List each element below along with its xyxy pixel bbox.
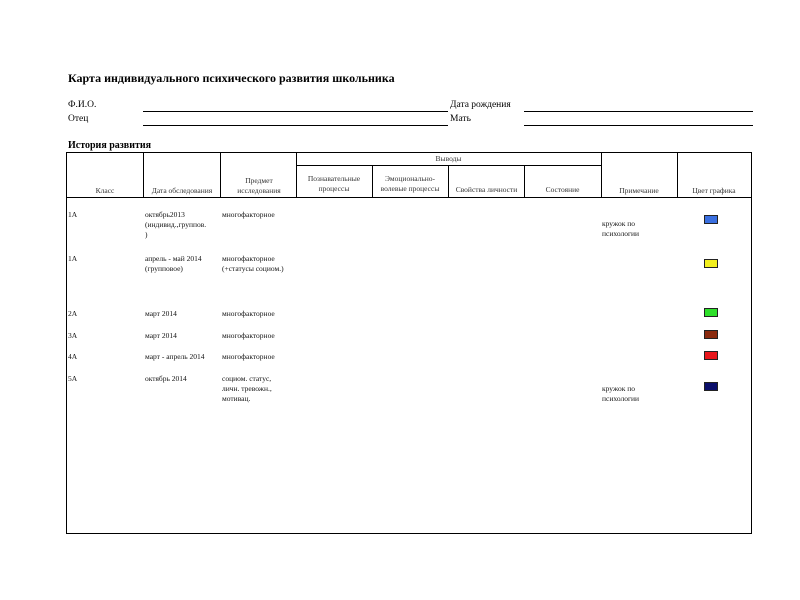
header-date: Дата обследования bbox=[151, 186, 213, 195]
fio-field[interactable] bbox=[143, 111, 448, 112]
color-swatch bbox=[704, 259, 718, 268]
birthdate-label: Дата рождения bbox=[450, 100, 511, 110]
mother-label: Мать bbox=[450, 114, 471, 124]
header-cognitive: Познавательные процессы bbox=[307, 174, 361, 193]
header-note: Примечание bbox=[619, 186, 659, 195]
header-personality: Свойства личности bbox=[455, 185, 518, 194]
table-cell-subject: многофакторное bbox=[222, 309, 275, 318]
table-cell-class: 1А bbox=[68, 210, 78, 219]
header-color: Цвет графика bbox=[692, 186, 736, 195]
table-cell-subject: многофакторное (+статусы социом.) bbox=[222, 254, 284, 273]
page-title: Карта индивидуального психического развития школьника bbox=[68, 71, 395, 85]
birthdate-field[interactable] bbox=[524, 111, 753, 112]
table-cell-date: март 2014 bbox=[145, 331, 177, 340]
fio-label: Ф.И.О. bbox=[68, 100, 97, 110]
header-conclusions: Выводы bbox=[435, 154, 462, 163]
grid-line bbox=[296, 165, 601, 166]
table-cell-date: октябрь 2014 bbox=[145, 374, 187, 383]
table-cell-class: 2А bbox=[68, 309, 78, 318]
table-cell-note: кружок по психологии bbox=[602, 384, 640, 403]
header-state: Состояние bbox=[545, 185, 580, 194]
color-swatch bbox=[704, 330, 718, 339]
father-field[interactable] bbox=[143, 125, 448, 126]
table-cell-note: кружок по психологии bbox=[602, 219, 640, 238]
table-cell-date: апрель - май 2014 (групповое) bbox=[145, 254, 202, 273]
table-cell-subject: социом. статус, личн. тревожн., мотивац. bbox=[222, 374, 272, 403]
mother-field[interactable] bbox=[524, 125, 753, 126]
table-cell-date: март - апрель 2014 bbox=[145, 352, 205, 361]
table-cell-subject: многофакторное bbox=[222, 331, 275, 340]
color-swatch bbox=[704, 351, 718, 360]
header-class: Класс bbox=[95, 186, 115, 195]
development-history-table bbox=[66, 152, 752, 534]
header-subject: Предмет исследования bbox=[237, 176, 281, 195]
color-swatch bbox=[704, 382, 718, 391]
father-label: Отец bbox=[68, 114, 89, 124]
grid-line bbox=[67, 197, 751, 198]
table-cell-class: 5А bbox=[68, 374, 78, 383]
table-cell-subject: многофакторное bbox=[222, 210, 275, 219]
header-emotional: Эмоционально- волевые процессы bbox=[380, 174, 440, 193]
table-cell-date: октябрь2013 (индивид.,группов. ) bbox=[145, 210, 207, 239]
table-cell-subject: многофакторное bbox=[222, 352, 275, 361]
table-cell-class: 3А bbox=[68, 331, 78, 340]
table-cell-class: 4А bbox=[68, 352, 78, 361]
table-cell-class: 1А bbox=[68, 254, 78, 263]
color-swatch bbox=[704, 308, 718, 317]
table-cell-date: март 2014 bbox=[145, 309, 177, 318]
section-title: История развития bbox=[68, 140, 152, 151]
color-swatch bbox=[704, 215, 718, 224]
